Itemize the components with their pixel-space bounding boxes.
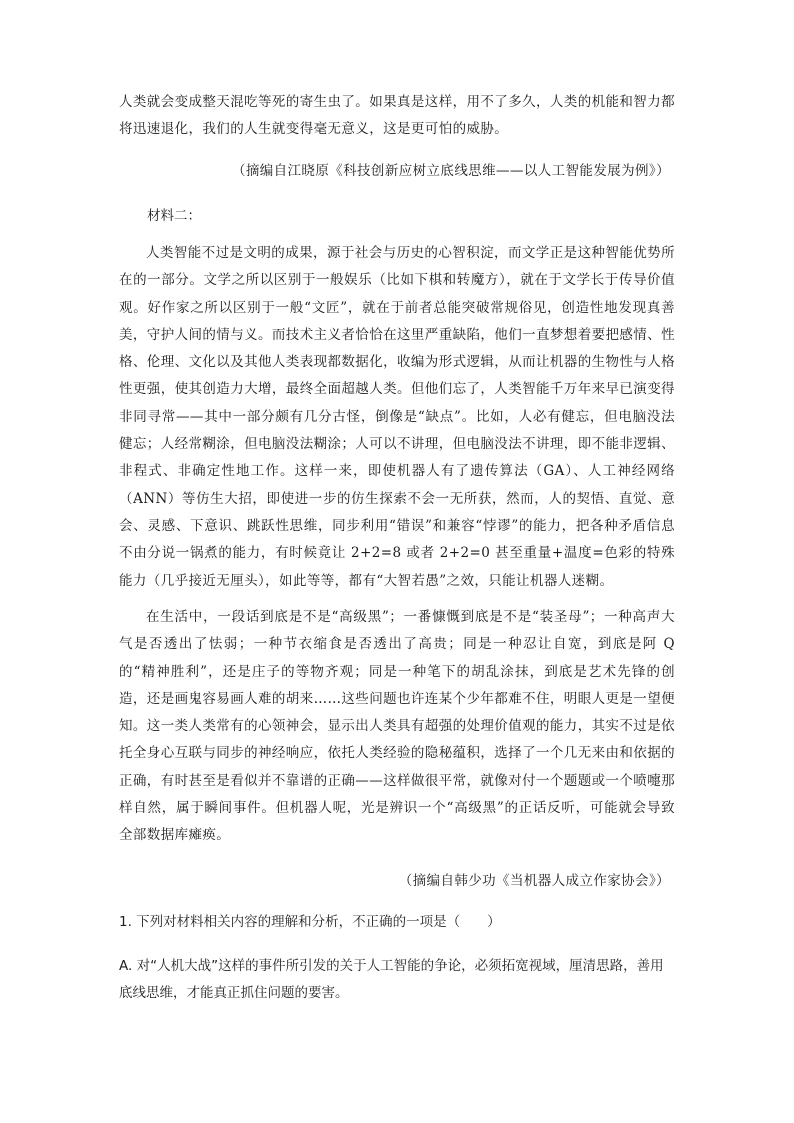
source-citation-1: （摘编自江晓原《科技创新应树立底线思维——以人工智能发展为例》） bbox=[231, 163, 670, 179]
paragraph-material-2b: 在生活中，一段话到底是不是“高级黑”；一番慷慨到底是不是“装圣母”；一种高声大气是否透出了怯弱；一种节衣缩食是否透出了高贵；同是一种忍让自宽，到底是阿 Q 的“精神胜利”，还是庄子的等物齐观；同是一种笔下的胡乱涂抹，到底是艺术先锋的创造，还是画鬼容易画人难的胡来……这些问题也许连某个少年都难不住，明眼人更是一望便知。这一类人类常有的心领神会，显示出人类具有超强的处理价值观的能力，其实不过是依托全身心互联与同步的神经响应，依托人类经验的隐秘蕴积，选择了一个几无来由和依据的正确，有时甚至是看似并不靠谱的正确——这样做很平常，就像对付一个题题或一个喷嚏那样自然，属于瞬间事件。但机器人呢，光是辨识一个“高级黑”的正话反听，可能就会导致全部数据库瘫痪。 bbox=[119, 609, 675, 844]
source-citation-2: （摘编自韩少功《当机器人成立作家协会》） bbox=[398, 873, 670, 889]
paragraph-continued: 人类就会变成整天混吃等死的寄生虫了。如果真是这样，用不了多久，人类的机能和智力都将迅速退化，我们的人生就变得毫无意义，这是更可怕的威胁。 bbox=[119, 94, 675, 138]
material-2-label: 材料二： bbox=[147, 208, 201, 224]
question-1: 1. 下列对材料相关内容的理解和分析，不正确的一项是（ ） bbox=[119, 914, 501, 930]
option-a: A. 对“人机大战”这样的事件所引发的关于人工智能的争论，必须拓宽视域，厘清思路，善用底线思维，才能真正抓住问题的要害。 bbox=[119, 958, 664, 1001]
paragraph-material-2a: 人类智能不过是文明的成果，源于社会与历史的心智积淀，而文学正是这种智能优势所在的一部分。文学之所以区别于一般娱乐（比如下棋和转魔方），就在于文学长于传导价值观。好作家之所以区别于一般“文匠”，就在于前者总能突破常规俗见，创造性地发现真善美，守护人间的情与义。而技术主义者恰恰在这里严重缺陷，他们一直梦想着要把感情、性格、伦理、文化以及其他人类表现都数据化，收编为形式逻辑，从而让机器的生物性与人格性更强，使其创造力大增，最终全面超越人类。但他们忘了，人类智能千万年来早已演变得非同寻常——其中一部分颇有几分古怪，倒像是“缺点”。比如，人必有健忘，但电脑没法健忘；人经常糊涂，但电脑没法糊涂；人可以不讲理，但电脑没法不讲理，即不能非逻辑、非程式、非确定性地工作。这样一来，即使机器人有了遗传算法（GA）、人工神经网络（ANN）等仿生大招，即使进一步的仿生探索不会一无所获，然而，人的契悟、直觉、意会、灵感、下意识、跳跃性思维，同步利用“错误”和兼容“悖谬”的能力，把各种矛盾信息不由分说一锅煮的能力，有时候竟让 2+2=8 或者 2+2=0 甚至重量+温度=色彩的特殊能力（几乎接近无厘头），如此等等，都有“大智若愚”之效，只能让机器人迷糊。 bbox=[119, 245, 675, 589]
